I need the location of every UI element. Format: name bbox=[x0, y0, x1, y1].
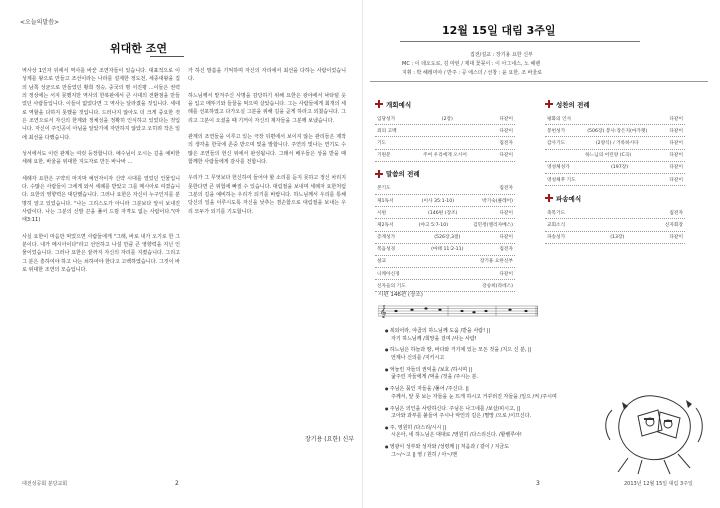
order-item-detail: 주여 우리에게 오시어 bbox=[423, 153, 467, 159]
sermon-paragraph: 세례자 요한은 구약의 마지막 예언자이자 신약 시대를 열었던 인물입니다. 수많은 사람들이 그에게 와서 세례를 받았고 그를 메시아로 여겼습니다. 요한의 영향력은 대단했습니다. 그러나 요한은 자신이 누구인지를 분명히 알고 있었습니다. "나는 그리스도가 아니라 그분보다 앞서 보내진 사람이다. 나는 그분의 신발 끈을 풀어 드릴 자격도 없는 사람이다."(마태3:11) bbox=[22, 175, 180, 224]
sermon-column-right bbox=[188, 67, 346, 224]
order-item-leader: 박기숙(클레어) bbox=[482, 198, 513, 204]
order-item-detail: (13장) bbox=[610, 235, 625, 241]
order-item bbox=[375, 256, 515, 268]
order-item bbox=[375, 113, 515, 125]
section-heading: 파송예식 bbox=[556, 194, 582, 203]
footer-date: 2013년 12월 15일 대림 3주일 bbox=[624, 481, 693, 487]
order-item-leader: 다같이 bbox=[669, 177, 683, 183]
service-title-rule bbox=[400, 41, 640, 42]
order-item-name: 평화의 인사 bbox=[547, 116, 572, 122]
sermon-paragraph: 역사상 1인자 뒤에서 역사를 바꾼 조연자들이 있습니다. 대표적으로 이성계를 왕으로 만들고 조선이라는 나라를 설계한 정도전, 세종대왕을 집의 남쪽 성균으로 만들었던 황희 정승, 중국의 명 서진평 ...이들은 권력의 정상에는 서지 못했지만 역사의 한복판에서 큰 시대의 전환점을 만들었던 사람들입니다. 이들이 없었다면 그 역사는 달라졌을 것입니다. 세대로 역할을 다하지 못했을 것입니다. 드러나지 않아도 더 크게 중요한 것은 조연으로서 자신의 한계와 정체성을 정확히 인식하고 있었다는 것입니다. 자신이 주인공이 아님을 알았기에 자만하지 않았고 오히려 작은 일에 최선을 다했습니다. bbox=[22, 68, 180, 141]
order-item-name: 입당성가 bbox=[377, 116, 396, 122]
lyric-verse bbox=[385, 366, 605, 382]
order-item-detail: (197장) bbox=[610, 165, 629, 171]
lyric-line: 그~/~고 || 영 / 원히 / 아~/멘 bbox=[391, 451, 458, 458]
credit-line: MC : 이 데오도로, 김 마틴 / 제대 꽃꽂이 : 이 아그네스, 노 헤렌 bbox=[402, 61, 541, 67]
order-item bbox=[545, 207, 685, 219]
order-item-leader: 다같이 bbox=[669, 153, 683, 159]
order-section-dismissal bbox=[545, 192, 685, 244]
order-item-leader: 김민정(엘리자베스) bbox=[473, 222, 513, 228]
order-item-name: 본기도 bbox=[377, 186, 391, 192]
order-item-name: 죄의 고백 bbox=[377, 128, 397, 134]
order-item-detail: 하느님의 어린양 (C곡) bbox=[585, 153, 632, 159]
order-item-name: 파송성가 bbox=[547, 235, 566, 241]
lyric-line: ● 하느님은 하늘과 땅, 바다와 거기에 있는 모든 것을 /지으 신 분, || bbox=[385, 346, 605, 355]
order-item-name: 기도 bbox=[377, 140, 387, 146]
order-item-name: 기원문 bbox=[377, 153, 391, 159]
choir-illustration-icon bbox=[598, 388, 710, 476]
order-item bbox=[545, 150, 685, 162]
order-item-detail: (526장,3절) bbox=[434, 235, 461, 241]
order-item-name: 제2독서 bbox=[377, 222, 394, 228]
order-item-leader: 집전자 bbox=[499, 186, 513, 192]
lyric-verse bbox=[385, 346, 605, 362]
order-item-name: 제1독서 bbox=[377, 198, 394, 204]
psalm-lyrics bbox=[385, 327, 605, 463]
order-item bbox=[375, 268, 515, 280]
order-item-name: 시편 bbox=[377, 210, 387, 216]
order-item bbox=[375, 244, 515, 256]
lyric-line: ● 주님은 의인을 사랑하신다. 주님은 나그네를 /보살/피시고, || bbox=[385, 405, 605, 414]
order-item-name: 교회소식 bbox=[547, 222, 566, 228]
order-item bbox=[545, 137, 685, 149]
service-title: 12월 15일 대림 3주일 bbox=[442, 24, 556, 37]
page-number-left: 2 bbox=[175, 480, 179, 487]
order-item-leader: 강승희(라데스) bbox=[482, 283, 513, 289]
lyric-verse bbox=[385, 424, 605, 440]
order-item-leader: 신자회장 bbox=[664, 222, 683, 228]
order-item bbox=[375, 125, 515, 137]
lyric-line: ● 억눌린 자들의 권익을 /보호 /하시며 || bbox=[385, 366, 605, 375]
order-item bbox=[375, 150, 515, 162]
order-section-word bbox=[375, 168, 515, 293]
order-item-leader: 집전자 bbox=[499, 247, 513, 253]
order-item-leader: 다같이 bbox=[669, 116, 683, 122]
order-item-leader: 다같이 bbox=[669, 165, 683, 171]
order-item bbox=[545, 125, 685, 137]
order-item-name: 니케아신경 bbox=[377, 271, 400, 277]
order-item-name: 신자들의 기도 bbox=[377, 283, 406, 289]
order-item-leader: 다같이 bbox=[499, 235, 513, 241]
sermon-author: 장기용 (요한) 신부 bbox=[305, 436, 355, 443]
order-item-leader: 집전자 bbox=[499, 140, 513, 146]
order-column-left bbox=[375, 98, 515, 298]
order-section-opening bbox=[375, 98, 515, 162]
order-item bbox=[375, 232, 515, 244]
order-section-eucharist bbox=[545, 98, 685, 186]
order-item-leader: 장기용 요한신부 bbox=[479, 259, 513, 265]
lyric-line: ● 복되어라, 야곱의 하느님께 도움 /받을 사람! || bbox=[385, 327, 605, 336]
order-item-name: 설교 bbox=[377, 259, 387, 265]
lyric-verse bbox=[385, 443, 605, 459]
lyric-verse bbox=[385, 385, 605, 401]
lyric-line: 굶주린 자들에게 /먹을 /것을 /주시는 분. bbox=[391, 374, 479, 381]
order-item-detail: (506장) 봉사:장은지(마가렛) bbox=[587, 128, 648, 134]
order-item bbox=[545, 174, 685, 186]
order-item-leader: 다같이 bbox=[499, 128, 513, 134]
order-item-name: 복음성경 bbox=[377, 247, 396, 253]
order-item-detail: (마태 11:2-11) bbox=[431, 247, 464, 253]
order-item-leader: 다같이 bbox=[669, 128, 683, 134]
lyric-line: ● 주님은 묶인 자들을 /풀어 /주신다. || bbox=[385, 385, 605, 394]
order-item-name: 영성체성가 bbox=[547, 165, 570, 171]
lyric-line: 주께서, 앞 못 보는 자들을 눈 뜨게 하시고 거꾸러진 자들을 /일으 /켜 /주시며 bbox=[391, 393, 557, 400]
svg-text:𝄞: 𝄞 bbox=[380, 305, 387, 318]
order-item-name: 층계성가 bbox=[377, 235, 396, 241]
order-item bbox=[545, 113, 685, 125]
cross-icon bbox=[545, 100, 553, 108]
sermon-paragraph: 관계의 조연들을 이루고 있는 극장 뒤편에서 보이지 않는 관리들은 제작의 생각을 한국에 존중 받으며 빛을 발합니다. 주연의 빛나는 연기도 수많은 조연들의 헌신 위에서 완성됩니다. 그래서 배우들은 상을 받을 때 함께한 사람들에게 감사를 전합니다. bbox=[188, 133, 346, 165]
order-item-leader: 다같이 bbox=[499, 271, 513, 277]
lyric-line: 고아와 과부를 붙들어 주시나 악인의 길은 /멸망 /으로 /이끄신다. bbox=[391, 413, 532, 420]
cross-icon bbox=[375, 170, 383, 178]
order-item-leader: 집전자 bbox=[669, 210, 683, 216]
sermon-paragraph: 가 하신 말씀을 기억하며 자신의 자리에서 최선을 다하는 사람이었습니다. bbox=[188, 68, 346, 83]
order-item bbox=[375, 219, 515, 231]
psalm-title: 시편 146편 (장조) bbox=[378, 292, 423, 298]
order-item bbox=[545, 232, 685, 244]
order-item-leader: 다같이 bbox=[669, 140, 683, 146]
sermon-column-left bbox=[22, 67, 180, 282]
section-heading: 말씀의 전례 bbox=[386, 170, 420, 179]
order-item-leader: 다같이 bbox=[499, 153, 513, 159]
order-item-leader: 다같이 bbox=[669, 235, 683, 241]
order-item-detail: (2장) bbox=[441, 116, 453, 122]
cross-icon bbox=[545, 194, 553, 202]
order-item-name: 감사기도 bbox=[547, 140, 566, 146]
cross-icon bbox=[375, 100, 383, 108]
credit-line: 지휘 : 박 헤레미야 / 반주 : 공 에스더 / 선창 : 윤 요한, 조 바울로 bbox=[402, 70, 543, 76]
order-item-leader: 다같이 bbox=[499, 210, 513, 216]
music-score bbox=[378, 302, 538, 320]
credit-line: 집전/설교 : 장기용 요한 신부 bbox=[470, 52, 533, 58]
lyric-line: ● 주, 영원히 /다스리/시시 || bbox=[385, 424, 605, 433]
sermon-paragraph: 성서에서도 이런 관계는 여럿 등장합니다. 예수님이 오시는 길을 예비한 세례 요한, 바울을 위대한 지도자로 만든 바나바 ... bbox=[22, 150, 180, 166]
section-heading: 성찬의 전례 bbox=[556, 100, 590, 109]
order-item-detail: (이사 35:1-10) bbox=[421, 198, 455, 204]
order-item-name: 봉헌성가 bbox=[547, 128, 566, 134]
sermon-paragraph: 우리가 그 무엇보다 헌신하여 들어야 할 소리를 듣지 못하고 정신 차리지 못한다면 큰 위험에 빠질 수 있습니다. 대림절을 보내며 세례자 요한처럼 그분의 길을 예비하는 우리가 되기를 바랍니다. 하느님께서 우리를 통해 당신의 일을 이루시도록 자신을 낮추는 겸손함으로 대림절을 보내는 우리 모두가 되기를 기도합니다. bbox=[188, 175, 346, 215]
order-item-name: 영성체후 기도 bbox=[547, 177, 576, 183]
section-heading: 개회예식 bbox=[386, 100, 412, 109]
lyric-verse bbox=[385, 327, 605, 343]
lyric-line: ● 영광이 성부와 성자와 /성령께 || 처음과 / 같이 / 지금도 bbox=[385, 443, 605, 452]
footer-church-name: 대전성공회 분당교회 bbox=[22, 481, 68, 487]
order-item bbox=[375, 195, 515, 207]
order-item-name: 축복기도 bbox=[547, 210, 566, 216]
order-item bbox=[375, 207, 515, 219]
lyric-line: 자기 하느님께 /희망을 걸며 /사는 사람! bbox=[391, 335, 477, 342]
order-item bbox=[375, 137, 515, 149]
sermon-paragraph: 사실 요한이 마음만 먹었으면 사람들에게 "그래, 바로 내가 오기로 한 그 분이다. 내가 메시아이다"라고 선언하고 나설 만큼 큰 영향력을 지닌 인물이었습니다. 그러나 요한은 끝까지 자신의 자리를 지켰습니다. 그리고 그 분은 흥하여야 하고 나는 쇠하여야 한다고 고백하였습니다. 그것이 바로 위대한 조연의 모습입니다. bbox=[22, 233, 180, 273]
lyric-line: 시온아, 네 하느님은 대대로 /영원히 /다스리신다. /할렐루야! bbox=[391, 432, 522, 439]
page-number-right: 3 bbox=[536, 480, 540, 487]
credits-divider bbox=[370, 81, 708, 82]
order-item-leader: 다같이 bbox=[499, 116, 513, 122]
title-underline bbox=[150, 56, 184, 57]
sermon-title: 위대한 조연 bbox=[110, 42, 167, 55]
section-tag: <오늘의말씀> bbox=[20, 19, 60, 26]
order-item bbox=[545, 162, 685, 174]
order-column-right bbox=[545, 98, 685, 250]
sermon-paragraph: 하느님께서 맡겨주신 사명을 감당하기 위해 요한은 광야에서 낙타털 옷을 입고 메뚜기와 들꿀을 먹으며 살았습니다. 그는 사람들에게 회개의 세례를 선포하였고 다가오실 그분을 위해 길을 곧게 하라고 외쳤습니다. 그리고 그분이 오셨을 때 기꺼이 자신의 제자들을 그분께 보냈습니다. bbox=[188, 92, 346, 124]
order-item-detail: (146편 (장조) bbox=[427, 210, 458, 216]
lyric-line: 언제나 신의를 /지키시고 bbox=[391, 354, 445, 361]
lyric-verse bbox=[385, 405, 605, 421]
order-item-detail: (2양식) / 거룩하시다 bbox=[595, 140, 639, 146]
order-item bbox=[545, 219, 685, 231]
order-item-detail: (야고 5:7-10) bbox=[418, 222, 449, 228]
order-item bbox=[375, 183, 515, 195]
